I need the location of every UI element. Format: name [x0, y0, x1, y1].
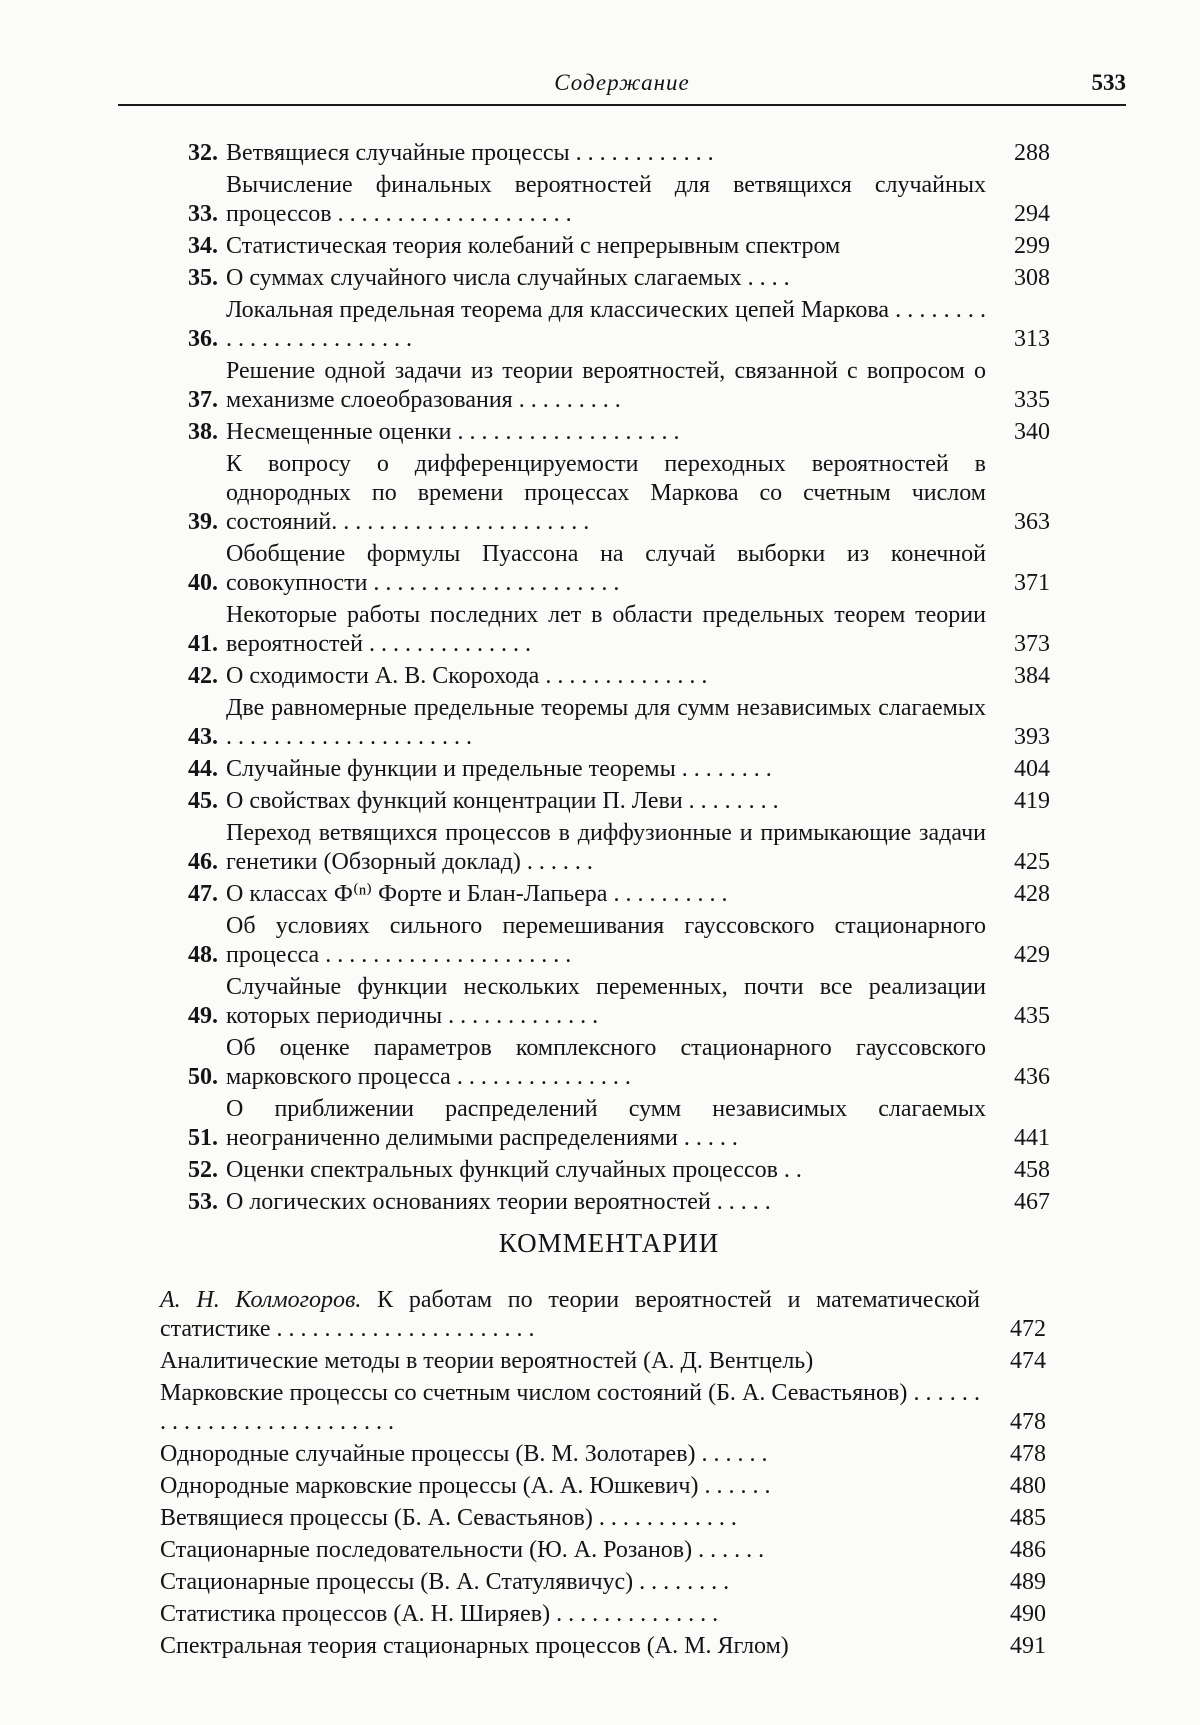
comment-entry: [160, 1347, 1120, 1376]
entry-page: 428: [1014, 881, 1050, 907]
entry-title: О классах Ф⁽ⁿ⁾ Форте и Блан-Лапьера . . . . . . . . . .: [226, 881, 728, 907]
entry-number: 45.: [188, 788, 218, 814]
toc-entry: [160, 787, 1120, 816]
entry-number: 35.: [188, 265, 218, 291]
comment-page: 480: [1010, 1473, 1046, 1499]
comment-entry: [160, 1504, 1120, 1533]
header-page-number: 533: [1091, 70, 1126, 95]
comments-list: [160, 1286, 1120, 1664]
comment-title: Стационарные последовательности (Ю. А. Розанов) . . . . . .: [160, 1537, 765, 1563]
entry-page: 467: [1014, 1189, 1050, 1215]
toc-entry: [160, 450, 1120, 537]
comment-entry: [160, 1632, 1120, 1661]
toc-entry: [160, 1034, 1120, 1092]
header-title: Содержание: [554, 70, 690, 95]
entry-title: Случайные функции нескольких переменных, почти все реализации которых периодичны . . . . . . . . . . . . .: [226, 974, 986, 1029]
entry-page: 435: [1014, 1003, 1050, 1029]
entry-number: 48.: [188, 942, 218, 968]
toc-entry: [160, 232, 1120, 261]
comment-title: К работам по теории вероятностей и математической статистике . . . . . . . . . . . . . . . . . . . . . .: [160, 1287, 980, 1342]
comment-page: 485: [1010, 1505, 1046, 1531]
comment-entry: [160, 1600, 1120, 1629]
entry-number: 39.: [188, 509, 218, 535]
entry-page: 340: [1014, 419, 1050, 445]
entry-title: Случайные функции и предельные теоремы . . . . . . . .: [226, 756, 772, 782]
comment-page: 478: [1010, 1409, 1046, 1435]
entry-page: 308: [1014, 265, 1050, 291]
entry-page: 384: [1014, 663, 1050, 689]
comments-heading: КОММЕНТАРИИ: [498, 1228, 720, 1258]
entry-title: Две равномерные предельные теоремы для сумм независимых слагаемых . . . . . . . . . . . . . . . . . . . . .: [226, 695, 986, 750]
entry-title: Оценки спектральных функций случайных процессов . .: [226, 1157, 802, 1183]
entry-title: К вопросу о дифференцируемости переходных вероятностей в однородных по времени процессах Маркова со счетным числом состояний. . . . . . . . . . . . . . . . . . . . . .: [226, 451, 986, 535]
toc-entry: [160, 1095, 1120, 1153]
entry-title: О свойствах функций концентрации П. Леви . . . . . . . .: [226, 788, 779, 814]
entry-page: 419: [1014, 788, 1050, 814]
entry-number: 34.: [188, 233, 218, 259]
comment-page: 489: [1010, 1569, 1046, 1595]
entry-number: 51.: [188, 1125, 218, 1151]
entry-number: 43.: [188, 724, 218, 750]
entry-page: 458: [1014, 1157, 1050, 1183]
toc-entry: [160, 694, 1120, 752]
toc-entry: [160, 601, 1120, 659]
entry-title: Вычисление финальных вероятностей для ветвящихся случайных процессов . . . . . . . . . . . . . . . . . . . .: [226, 172, 986, 227]
comment-title: Аналитические методы в теории вероятностей (А. Д. Вентцель): [160, 1348, 814, 1374]
toc-entry: [160, 418, 1120, 447]
toc-entry: [160, 540, 1120, 598]
comment-title: Однородные марковские процессы (А. А. Юшкевич) . . . . . .: [160, 1473, 771, 1499]
comment-author: А. Н. Колмогоров.: [160, 1287, 362, 1313]
entry-title: О суммах случайного числа случайных слагаемых . . . .: [226, 265, 790, 291]
entry-title: Статистическая теория колебаний с непрерывным спектром: [226, 233, 841, 259]
entry-number: 50.: [188, 1064, 218, 1090]
entry-page: 393: [1014, 724, 1050, 750]
entry-number: 42.: [188, 663, 218, 689]
entry-page: 429: [1014, 942, 1050, 968]
entry-title: О приближении распределений сумм независимых слагаемых неограниченно делимыми распределениями . . . . .: [226, 1096, 986, 1151]
toc-list: [160, 139, 1120, 1220]
toc-entry: [160, 755, 1120, 784]
comment-entry: [160, 1568, 1120, 1597]
entry-title: О сходимости А. В. Скорохода . . . . . . . . . . . . . .: [226, 663, 708, 689]
toc-entry: [160, 819, 1120, 877]
entry-page: 288: [1014, 140, 1050, 166]
toc-entry: [160, 139, 1120, 168]
toc-entry: [160, 264, 1120, 293]
toc-entry: [160, 1188, 1120, 1217]
toc-entry: [160, 973, 1120, 1031]
entry-page: 363: [1014, 509, 1050, 535]
entry-title: Несмещенные оценки . . . . . . . . . . . . . . . . . . .: [226, 419, 680, 445]
entry-page: 299: [1014, 233, 1050, 259]
entry-page: 335: [1014, 387, 1050, 413]
comment-entry: [160, 1286, 1120, 1344]
comment-title: Марковские процессы со счетным числом состояний (Б. А. Севастьянов) . . . . . . . . . . . . . . . . . . . . . . . . . .: [160, 1380, 980, 1435]
running-header: [118, 64, 1126, 106]
entry-number: 47.: [188, 881, 218, 907]
comment-title: Ветвящиеся процессы (Б. А. Севастьянов) . . . . . . . . . . . .: [160, 1505, 737, 1531]
comment-page: 474: [1010, 1348, 1046, 1374]
comment-title: Спектральная теория стационарных процессов (А. М. Яглом): [160, 1633, 789, 1659]
entry-number: 37.: [188, 387, 218, 413]
entry-title: О логических основаниях теории вероятностей . . . . .: [226, 1189, 771, 1215]
entry-number: 44.: [188, 756, 218, 782]
entry-title: Локальная предельная теорема для классических цепей Маркова . . . . . . . . . . . . . . . . . . . . . . . .: [226, 297, 986, 352]
toc-entry: [160, 1156, 1120, 1185]
entry-number: 52.: [188, 1157, 218, 1183]
comment-page: 490: [1010, 1601, 1046, 1627]
entry-number: 38.: [188, 419, 218, 445]
entry-title: Решение одной задачи из теории вероятностей, связанной с вопросом о механизме слоеобразования . . . . . . . . .: [226, 358, 986, 413]
entry-page: 371: [1014, 570, 1050, 596]
entry-page: 425: [1014, 849, 1050, 875]
entry-title: Об условиях сильного перемешивания гауссовского стационарного процесса . . . . . . . . . . . . . . . . . . . . .: [226, 913, 986, 968]
toc-entry: [160, 662, 1120, 691]
comment-title: Статистика процессов (А. Н. Ширяев) . . . . . . . . . . . . . .: [160, 1601, 719, 1627]
entry-title: Об оценке параметров комплексного стационарного гауссовского марковского процесса . . . . . . . . . . . . . . .: [226, 1035, 986, 1090]
entry-page: 436: [1014, 1064, 1050, 1090]
entry-title: Ветвящиеся случайные процессы . . . . . . . . . . . .: [226, 140, 714, 166]
comment-page: 491: [1010, 1633, 1046, 1659]
entry-page: 294: [1014, 201, 1050, 227]
entry-number: 32.: [188, 140, 218, 166]
comment-page: 472: [1010, 1316, 1046, 1342]
entry-number: 36.: [188, 326, 218, 352]
toc-entry: [160, 880, 1120, 909]
entry-page: 404: [1014, 756, 1050, 782]
comment-title: Стационарные процессы (В. А. Статулявичус) . . . . . . . .: [160, 1569, 730, 1595]
toc-entry: [160, 357, 1120, 415]
toc-entry: [160, 171, 1120, 229]
comment-page: 486: [1010, 1537, 1046, 1563]
comment-entry: [160, 1472, 1120, 1501]
toc-entry: [160, 912, 1120, 970]
toc-entry: [160, 296, 1120, 354]
entry-number: 33.: [188, 201, 218, 227]
entry-number: 46.: [188, 849, 218, 875]
entry-page: 373: [1014, 631, 1050, 657]
entry-title: Переход ветвящихся процессов в диффузионные и примыкающие задачи генетики (Обзорный доклад) . . . . . .: [226, 820, 986, 875]
entry-number: 40.: [188, 570, 218, 596]
entry-page: 441: [1014, 1125, 1050, 1151]
comment-entry: [160, 1440, 1120, 1469]
comment-entry: [160, 1536, 1120, 1565]
entry-title: Обобщение формулы Пуассона на случай выборки из конечной совокупности . . . . . . . . . . . . . . . . . . . . .: [226, 541, 986, 596]
entry-number: 53.: [188, 1189, 218, 1215]
entry-number: 49.: [188, 1003, 218, 1029]
entry-title: Некоторые работы последних лет в области предельных теорем теории вероятностей . . . . . . . . . . . . . .: [226, 602, 986, 657]
comment-page: 478: [1010, 1441, 1046, 1467]
entry-number: 41.: [188, 631, 218, 657]
entry-page: 313: [1014, 326, 1050, 352]
comment-title: Однородные случайные процессы (В. М. Золотарев) . . . . . .: [160, 1441, 768, 1467]
comment-entry: [160, 1379, 1120, 1437]
